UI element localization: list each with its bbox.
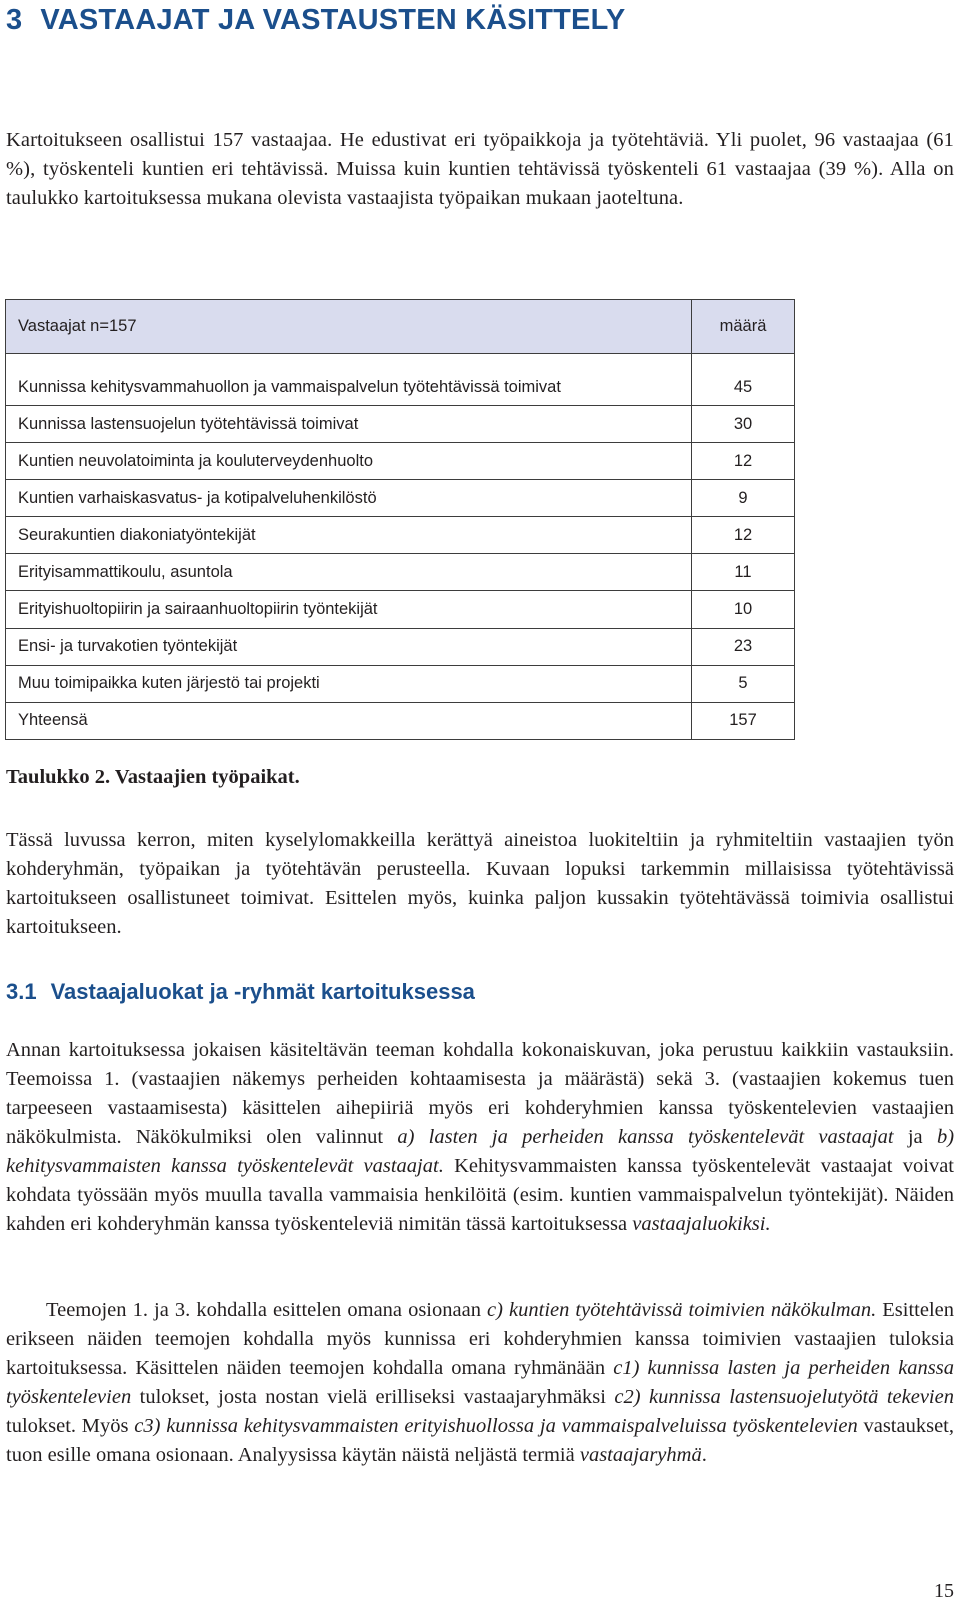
- respondents-table: [5, 299, 795, 740]
- italic-run: c1) kunnissa lasten ja perheiden kanssa työskentelevien: [6, 1357, 954, 1408]
- table-row: [6, 480, 795, 517]
- text-run: ja: [893, 1126, 937, 1148]
- row-label: Seurakuntien diakoniatyöntekijät: [6, 517, 692, 554]
- row-count: 23: [692, 628, 795, 665]
- table-row: [6, 406, 795, 443]
- italic-run: vastaajaryhmä: [579, 1444, 702, 1466]
- row-label: Muu toimipaikka kuten järjestö tai projekti: [6, 665, 692, 702]
- row-count: 11: [692, 554, 795, 591]
- text-run: vastaukset, tuon esille omana osionaan. Analyysissa käytän näistä neljästä termiä: [6, 1415, 954, 1466]
- table-row-total: [6, 702, 795, 739]
- subsection-heading: [6, 979, 475, 1005]
- subsection-number: 3.1: [6, 979, 37, 1004]
- row-count: 30: [692, 406, 795, 443]
- chapter-number: 3: [6, 4, 23, 36]
- row-count: 12: [692, 517, 795, 554]
- text-run: .: [701, 1444, 707, 1466]
- row-label: Yhteensä: [6, 702, 692, 739]
- chapter-heading: [6, 4, 625, 37]
- italic-run: a) lasten ja perheiden kanssa työskentelevät vastaajat: [397, 1126, 894, 1148]
- table-caption: Taulukko 2. Vastaajien työpaikat.: [6, 766, 300, 788]
- subsection-title: Vastaajaluokat ja -ryhmät kartoituksessa: [50, 979, 475, 1004]
- paragraph-groups: [6, 1296, 954, 1470]
- row-count: 12: [692, 443, 795, 480]
- row-count: 157: [692, 702, 795, 739]
- row-count: 10: [692, 591, 795, 628]
- text-run: tulokset, josta nostan vielä erilliseksi vastaajaryhmäksi: [131, 1386, 615, 1408]
- table-row: [6, 591, 795, 628]
- table-row: [6, 628, 795, 665]
- italic-run: c) kuntien työtehtävissä toimivien näkökulman.: [487, 1299, 877, 1321]
- table-header-row: [6, 300, 795, 354]
- section-paragraph: Tässä luvussa kerron, miten kyselylomakkeilla kerättyä aineistoa luokiteltiin ja ryhmiteltiin vastaajien työn kohderyhmän, työpaikan ja työtehtävän perusteella. Kuvaan lopuksi tarkemmin millaisissa työtehtävissä kartoitukseen osallistuneet toimivat. Esittelen myös, kuinka paljon kussakin työtehtävässä toimivia osallistui kartoitukseen.: [6, 829, 954, 938]
- italic-run: c3) kunnissa kehitysvammaisten erityishuollossa ja vammaispalveluissa työskentelevien: [134, 1415, 858, 1437]
- italic-run: c2) kunnissa lastensuojelutyötä tekevien: [614, 1386, 954, 1408]
- table-row: [6, 517, 795, 554]
- table-row: [6, 443, 795, 480]
- chapter-title: VASTAAJAT JA VASTAUSTEN KÄSITTELY: [40, 4, 626, 36]
- table-row: [6, 554, 795, 591]
- table-header-count: määrä: [692, 300, 795, 354]
- page-number: 15: [934, 1580, 954, 1602]
- intro-paragraph: Kartoitukseen osallistui 157 vastaajaa. He edustivat eri työpaikkoja ja työtehtäviä. Yli puolet, 96 vastaajaa (61 %), työskenteli kuntien eri tehtävissä. Muissa kuin kuntien tehtävissä työskenteli 61 vastaajaa (39 %). Alla on taulukko kartoituksessa mukana olevista vastaajista työpaikan mukaan jaoteltuna.: [6, 129, 954, 209]
- italic-run: b) kehitysvammaisten kanssa työskentelevät vastaajat.: [6, 1126, 955, 1177]
- row-count: 45: [692, 354, 795, 406]
- table-row: [6, 354, 795, 406]
- text-run: Esittelen erikseen näiden teemojen kohdalla myös kunnissa eri kohderyhmien kanssa toimivien vastaajien tuloksia kartoituksessa. Käsittelen näiden teemojen kohdalla omana ryhmänään: [6, 1299, 955, 1379]
- row-label: Erityishuoltopiirin ja sairaanhuoltopiirin työntekijät: [6, 591, 692, 628]
- row-label: Ensi- ja turvakotien työntekijät: [6, 628, 692, 665]
- text-run: Kehitysvammaisten kanssa työskentelevät vastaajat voivat kohdata työssään myös muulla tavalla vammaisia henkilöitä (esim. kuntien vammaispalvelun työntekijät). Näiden kahden eri kohderyhmän kanssa työskenteleviä nimitän tässä kartoituksessa: [6, 1155, 954, 1235]
- text-run: Teemojen 1. ja 3. kohdalla esittelen omana osionaan: [46, 1299, 488, 1321]
- row-label: Kunnissa kehitysvammahuollon ja vammaispalvelun työtehtävissä toimivat: [6, 354, 692, 406]
- row-count: 5: [692, 665, 795, 702]
- row-count: 9: [692, 480, 795, 517]
- row-label: Erityisammattikoulu, asuntola: [6, 554, 692, 591]
- paragraph-viewpoints: [6, 1036, 954, 1239]
- row-label: Kuntien neuvolatoiminta ja kouluterveydenhuolto: [6, 443, 692, 480]
- row-label: Kuntien varhaiskasvatus- ja kotipalveluhenkilöstö: [6, 480, 692, 517]
- text-run: tulokset. Myös: [6, 1415, 135, 1437]
- italic-run: vastaajaluokiksi.: [632, 1213, 771, 1235]
- table-header-label: Vastaajat n=157: [6, 300, 692, 354]
- row-label: Kunnissa lastensuojelun työtehtävissä toimivat: [6, 406, 692, 443]
- text-run: Annan kartoituksessa jokaisen käsiteltävän teeman kohdalla kokonaiskuvan, joka perustuu kaikkiin vastauksiin. Teemoissa 1. (vastaajien näkemys perheiden kohtaamisesta ja määrästä) sekä 3. (vastaajien kokemus tuen tarpeeseen vastaamisesta) käsittelen aihepiiriä myös eri kohderyhmien kanssa työskentelevien vastaajien näkökulmista. Näkökulmiksi olen valinnut: [6, 1039, 954, 1148]
- table-row: [6, 665, 795, 702]
